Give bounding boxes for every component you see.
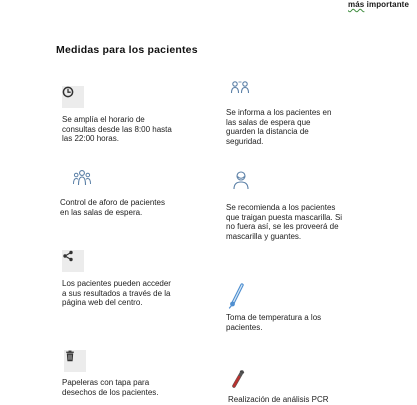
top-note [348,0,409,9]
measure-item-distance [226,80,346,146]
measure-item-bins [62,350,182,397]
measure-item-mask [226,170,346,241]
measure-text-schedule: Se amplía el horario de consultas desde las 8:00 hasta las 22:00 horas. [62,115,172,143]
measure-text-mask: Se recomienda a los pacientes que traigan puesta mascarilla. Si no fuera así, se les proveerá de mascarilla y guantes. [226,203,343,241]
measure-item-pcr [228,370,348,405]
people-distance-icon [230,80,252,102]
measure-text-results: Los pacientes pueden acceder a sus resultados a través de la página web del centro. [62,279,171,307]
measure-item-capacity [60,168,180,217]
test-tube-icon [228,370,248,392]
section-title: Medidas para los pacientes [56,44,198,56]
group-capacity-icon [72,168,94,190]
measure-text-bins: Papeleras con tapa para desechos de los pacientes. [62,378,159,397]
measure-item-results [62,250,182,308]
measure-item-temperature [226,283,346,332]
top-note-suffix: importante [366,0,409,9]
clock-icon [62,86,84,108]
measure-text-temperature: Toma de temperatura a los pacientes. [226,313,322,332]
masked-person-icon [232,170,254,192]
trash-icon [64,350,86,372]
measure-text-pcr: Realización de análisis PCR [228,395,329,404]
top-note-prefix: más [348,0,365,9]
measure-item-schedule [62,86,182,144]
thermometer-icon [228,283,248,309]
measure-text-capacity: Control de aforo de pacientes en las salas de espera. [60,198,165,217]
share-icon [62,250,84,272]
measure-text-distance: Se informa a los pacientes en las salas de espera que guarden la distancia de seguridad. [226,108,332,146]
